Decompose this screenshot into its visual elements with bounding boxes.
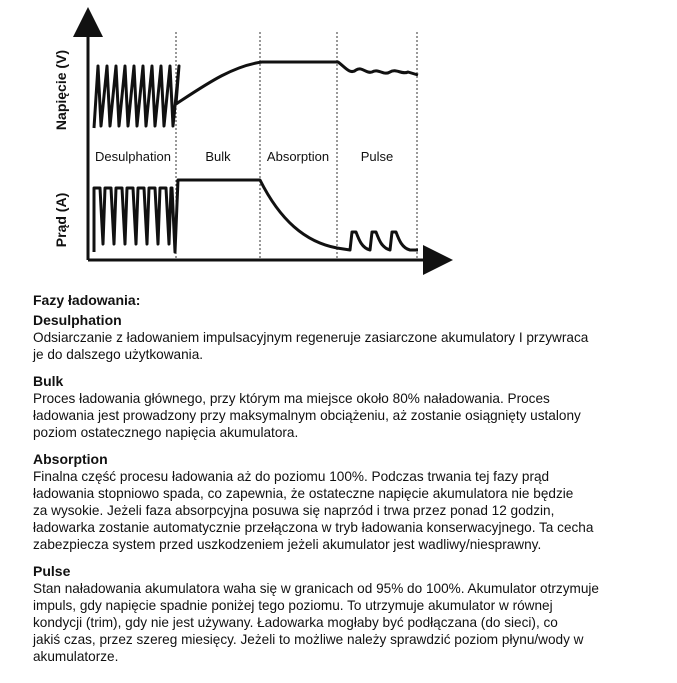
phase-section-desulphation [33, 312, 643, 363]
phase-label-bulk: Bulk [205, 149, 231, 164]
phase-title: Pulse [33, 563, 71, 579]
voltage-curve [94, 62, 418, 128]
phase-section-absorption [33, 451, 643, 553]
phase-description: Proces ładowania głównego, przy którym ma miejsce około 80% naładowania. Proces ładowania jest prowadzony przy maksymalnym obciążeniu, aż zostanie osiągnięty ustalony poziom ostatecznego napięcia akumulatora. [33, 391, 581, 440]
phase-description: Stan naładowania akumulatora waha się w granicach od 95% do 100%. Akumulator otrzymuje impuls, gdy napięcie spadnie poniżej tego poziomu. To utrzymuje akumulator w równej kondycji (trim), gdy nie jest używany. Ładowarka mogłaby być podłączana (do sieci), co jakiś czas, przez szereg miesięcy. Jeżeli to możliwe należy sprawdzić poziom płynu/wody w akumulatorze. [33, 581, 599, 664]
current-axis-label: Prąd (A) [53, 192, 69, 248]
phase-label-absorption: Absorption [266, 149, 330, 164]
phase-section-bulk [33, 373, 643, 441]
phase-description: Finalna część procesu ładowania aż do poziomu 100%. Podczas trwania tej fazy prąd ładowania stopniowo spada, co zapewnia, że ostateczne napięcie akumulatora nie będzie za wysokie. Jeżeli faza absorpcyjna posuwa się naprzód i trwa przez ponad 12 godzin, ładowarka zostanie automatycznie przełączona w tryb ładowania konserwacyjnego. Ta cecha zabezpiecza system przed uszkodzeniem jeżeli akumulator jest wadliwy/niesprawny. [33, 469, 594, 552]
phase-label-pulse: Pulse [360, 149, 394, 164]
phase-description: Odsiarczanie z ładowaniem impulsacyjnym regeneruje zasiarczone akumulatory I przywraca je do dalszego użytkowania. [33, 330, 589, 362]
current-curve [94, 180, 418, 252]
phase-title: Absorption [33, 451, 108, 467]
phase-label-desulphation: Desulphation [95, 149, 171, 164]
charging-phases-diagram [0, 0, 677, 290]
phase-title: Bulk [33, 373, 64, 389]
voltage-axis-label: Napięcie (V) [53, 49, 69, 131]
phase-section-pulse [33, 563, 643, 665]
charging-phases-description [33, 292, 643, 675]
phase-title: Desulphation [33, 312, 122, 328]
section-heading: Fazy ładowania: [33, 292, 141, 308]
